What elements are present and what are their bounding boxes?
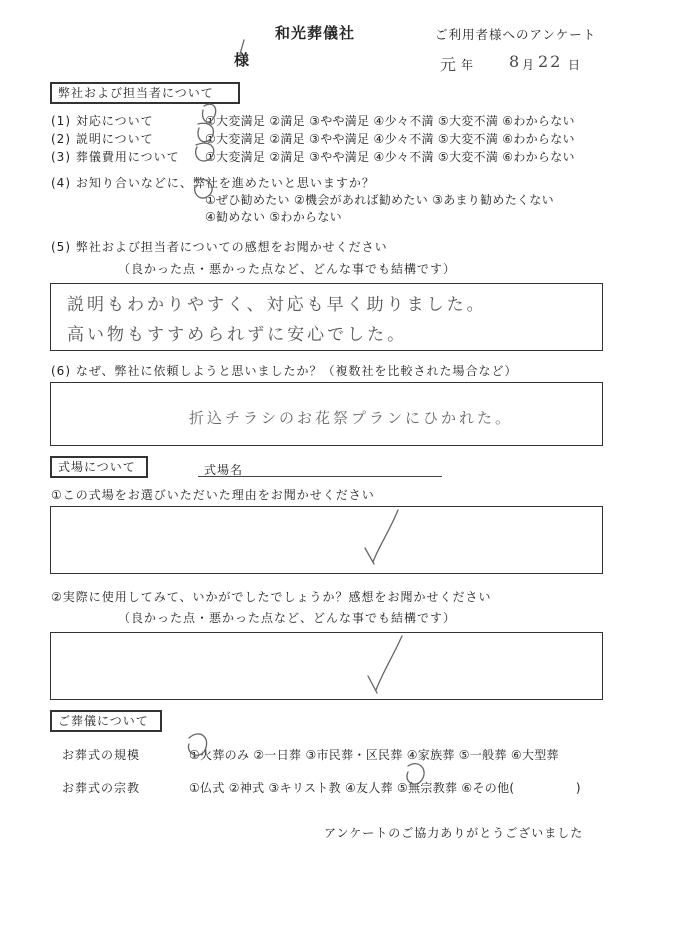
circle-q2-option1 <box>198 123 213 141</box>
circle-q4-option1 <box>195 179 213 198</box>
question-4-options-line1: ①ぜひ勧めたい ②機会があれば勧めたい ③あまり勧めたくない <box>205 193 554 207</box>
customer-honorific: 様 <box>234 51 250 69</box>
section-heading-company: 弊社および担当者について <box>50 82 240 104</box>
question-3-options: ①大変満足 ②満足 ③やや満足 ④少々不満 ⑤大変不満 ⑥わからない <box>205 150 575 164</box>
circle-q3-option1 <box>196 143 214 161</box>
question-5-answer-line1: 説明もわかりやすく、対応も早く助りました。 <box>67 295 487 315</box>
thanks-message: アンケートのご協力ありがとうございました <box>324 826 584 840</box>
section-heading-venue: 式場について <box>50 456 148 478</box>
circle-scale-option1 <box>188 734 206 755</box>
date-day-label: 日 <box>568 58 581 72</box>
funeral-religion-options: ①仏式 ②神式 ③キリスト教 ④友人葬 ⑤無宗教葬 ⑥その他( ) <box>189 781 581 795</box>
question-4-label: (4) お知り合いなどに、弊社を進めたいと思いますか？ <box>51 176 375 190</box>
survey-title: ご利用者様へのアンケート <box>435 27 597 42</box>
question-1-label: (1) 対応について <box>51 114 154 128</box>
question-5-answer-line2: 高い物もすすめられずに安心でした。 <box>67 325 408 345</box>
question-2-label: (2) 説明について <box>51 132 154 146</box>
check-venue-q2 <box>368 636 402 693</box>
pen-mark-name-tick <box>240 40 244 54</box>
question-1-options: ①大変満足 ②満足 ③やや満足 ④少々不満 ⑤大変不満 ⑥わからない <box>205 114 575 128</box>
section-heading-funeral: ご葬儀について <box>50 710 162 732</box>
question-4-options-line2: ④勧めない ⑤わからない <box>205 210 342 224</box>
question-2-options: ①大変満足 ②満足 ③やや満足 ④少々不満 ⑤大変不満 ⑥わからない <box>205 132 575 146</box>
check-venue-q1 <box>365 510 398 564</box>
question-5-hint: （良かった点・悪かった点など、どんな事でも結構です） <box>118 262 457 276</box>
venue-question-1-label: ①この式場をお選びいただいた理由をお聞かせください <box>51 488 375 502</box>
venue-question-2-label: ②実際に使用してみて、いかがでしたでしょうか？感想をお聞かせください <box>51 590 492 604</box>
question-6-answer: 折込チラシのお花祭プランにひかれた。 <box>189 409 514 427</box>
question-6-label: (6) なぜ、弊社に依頼しようと思いましたか？（複数社を比較された場合など） <box>51 364 518 378</box>
circle-religion-option5 <box>407 764 424 784</box>
question-5-label: (5) 弊社および担当者についての感想をお聞かせください <box>51 240 388 254</box>
date-day: 22 <box>538 52 563 71</box>
funeral-scale-options: ①火葬のみ ②一日葬 ③市民葬・区民葬 ④家族葬 ⑤一般葬 ⑥大型葬 <box>189 748 559 762</box>
circle-q1-option1 <box>203 104 216 122</box>
date-month-label: 月 <box>522 58 535 72</box>
company-name: 和光葬儀社 <box>275 24 356 42</box>
question-3-label: (3) 葬儀費用について <box>51 150 180 164</box>
date-year-label: 年 <box>461 58 474 72</box>
date-month: 8 <box>509 52 520 71</box>
date-era: 元 <box>440 55 457 74</box>
venue-question-2-hint: （良かった点・悪かった点など、どんな事でも結構です） <box>118 611 457 625</box>
funeral-religion-label: お葬式の宗教 <box>62 781 141 795</box>
funeral-scale-label: お葬式の規模 <box>62 748 141 762</box>
venue-name-label: 式場名 <box>204 463 244 477</box>
